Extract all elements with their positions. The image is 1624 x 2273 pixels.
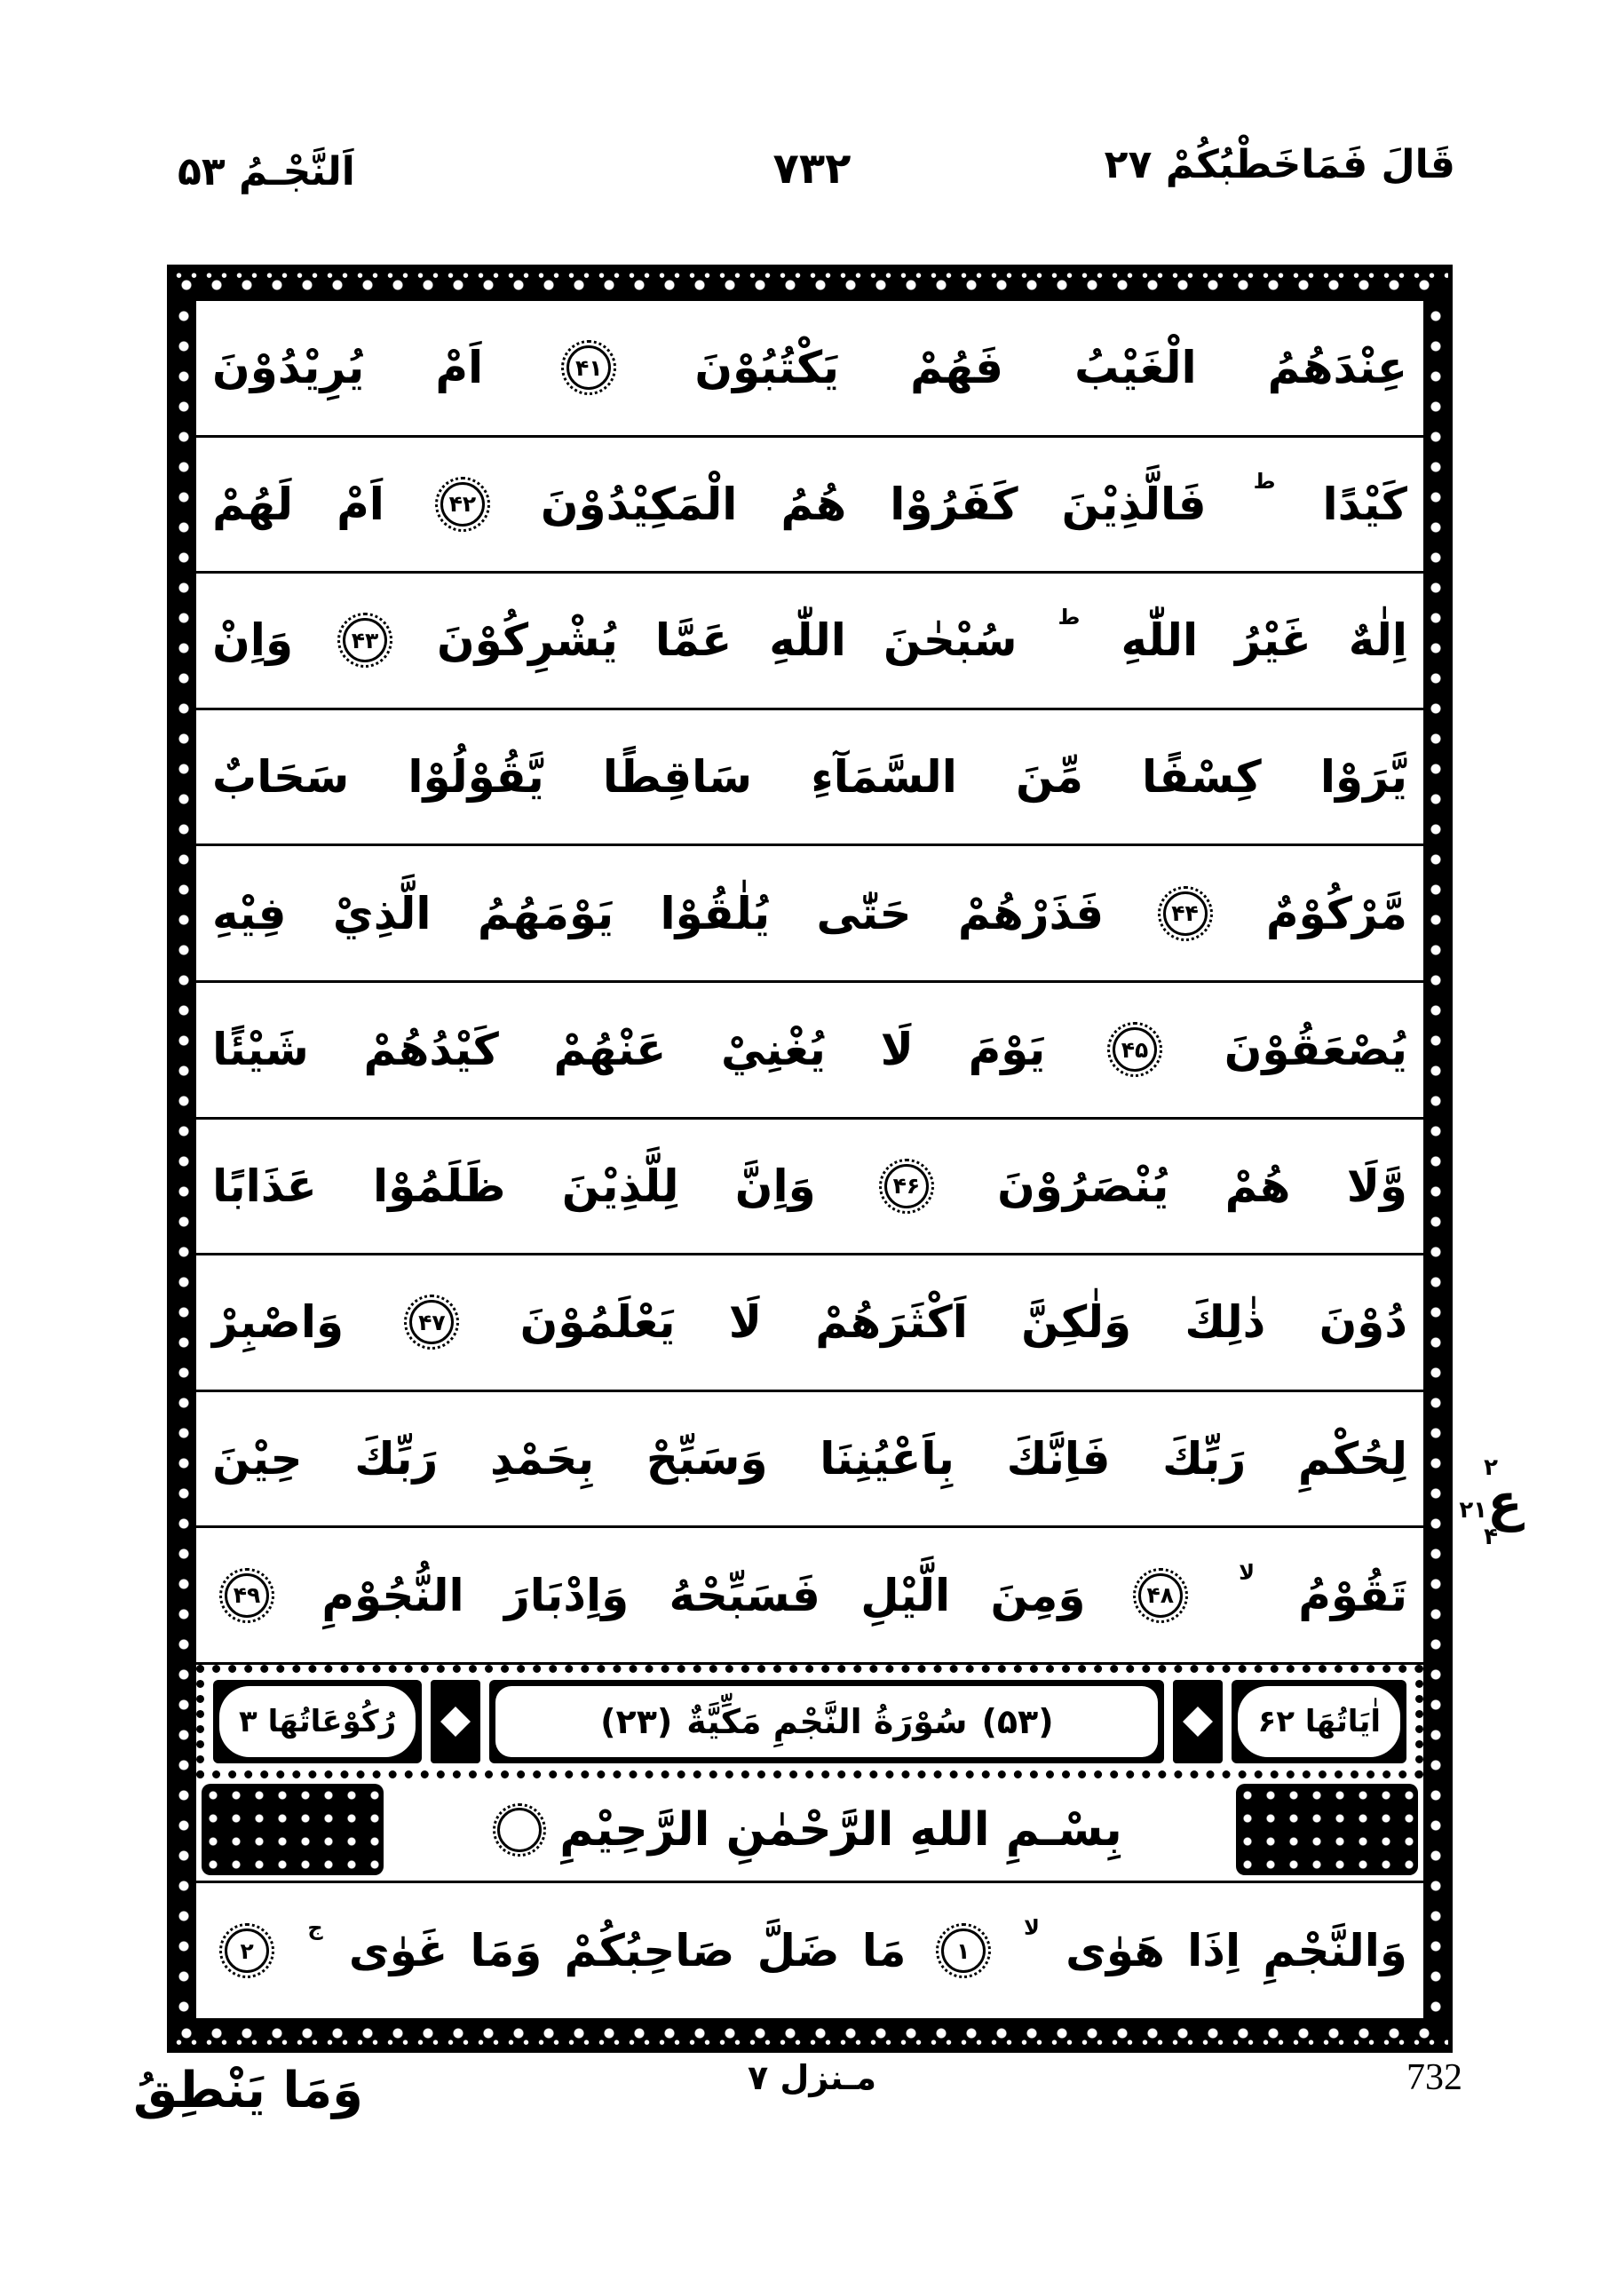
word: كَفَرُوْا bbox=[890, 478, 1018, 530]
word: لِلَّذِيْنَ bbox=[561, 1160, 679, 1212]
ayat-count-cartouche bbox=[1232, 1680, 1406, 1763]
word: اللّٰهِ bbox=[1121, 614, 1199, 667]
word: لَا bbox=[880, 1024, 914, 1076]
manzil-label: مـنزل ۷ bbox=[747, 2058, 877, 2097]
bismillah-corner-ornament bbox=[1236, 1784, 1418, 1875]
word: الَّيْلِ bbox=[860, 1569, 951, 1621]
bismillah-text: بِسْـمِ اللهِ الرَّحْمٰنِ الرَّحِيْمِ bbox=[559, 1802, 1122, 1857]
word: دُوْنَ bbox=[1319, 1296, 1407, 1349]
word: عَذَابًا bbox=[212, 1160, 317, 1212]
word: وَاِدْبَارَ bbox=[503, 1569, 630, 1621]
word: كَيْدًا bbox=[1322, 478, 1407, 530]
word: وَّلَا bbox=[1346, 1160, 1407, 1212]
header-surah-name: اَلنَّجْـمُ ۵۳ bbox=[178, 149, 355, 194]
ruku-number-top: ۲ bbox=[1484, 1454, 1498, 1481]
word: فَهُمْ bbox=[910, 342, 1004, 394]
band-ornament-icon bbox=[431, 1680, 480, 1763]
word: سَحَابٌ bbox=[212, 751, 350, 804]
word: السَّمَآءِ bbox=[811, 751, 957, 804]
word: تَقُوْمُ bbox=[1298, 1569, 1407, 1621]
rosette-icon bbox=[497, 1808, 542, 1852]
word: كَيْدُهُمْ bbox=[363, 1024, 499, 1076]
verse-lines bbox=[196, 301, 1423, 1665]
word: الْغَيْبُ bbox=[1074, 342, 1197, 394]
quran-line bbox=[196, 301, 1423, 438]
rukuat-label: رُكُوْعَاتُهَا ۳ bbox=[239, 1704, 397, 1739]
opening-verses bbox=[196, 1883, 1423, 2018]
word: الْمَكِيْدُوْنَ bbox=[540, 478, 738, 530]
ayah-number-rosette: ۴۵ bbox=[1113, 1027, 1157, 1072]
surah-number: (۵۳) bbox=[981, 1702, 1054, 1741]
word: وَاِنْ bbox=[212, 614, 294, 667]
word: اَمْ bbox=[435, 342, 484, 394]
surah-header-band bbox=[196, 1665, 1423, 1778]
word: لَا bbox=[728, 1296, 763, 1349]
ayah-number-rosette: ۴۱ bbox=[566, 345, 611, 390]
ayah-number-rosette: ۴۴ bbox=[1163, 891, 1208, 936]
word: مَا bbox=[861, 1925, 907, 1976]
word: وَلٰكِنَّ bbox=[1021, 1296, 1132, 1349]
word: اَكْثَرَهُمْ bbox=[815, 1296, 968, 1349]
quran-line bbox=[196, 846, 1423, 983]
stop-mark: ط bbox=[1058, 605, 1081, 630]
word: بِاَعْيُنِنَا bbox=[820, 1433, 955, 1485]
band-ornament-icon bbox=[1173, 1680, 1223, 1763]
word: غَيْرُ bbox=[1235, 614, 1311, 667]
word: يُنْصَرُوْنَ bbox=[997, 1160, 1169, 1212]
quran-line bbox=[196, 1255, 1423, 1392]
word: اِلٰهٌ bbox=[1348, 614, 1407, 667]
quran-line bbox=[196, 574, 1423, 710]
word: يَوْمَهُمُ bbox=[477, 887, 614, 939]
word: لَهُمْ bbox=[212, 478, 294, 530]
quran-line bbox=[196, 1883, 1423, 2018]
word: مِّنَ bbox=[1015, 751, 1083, 804]
frame-ornament-top bbox=[171, 269, 1448, 301]
word: وَمَا bbox=[470, 1925, 543, 1976]
ayah-number-rosette: ۲ bbox=[225, 1928, 269, 1973]
stop-mark: ط bbox=[1253, 468, 1276, 494]
quran-line bbox=[196, 1120, 1423, 1256]
rukuat-cartouche bbox=[213, 1680, 422, 1763]
ruku-number-bottom: ۴ bbox=[1484, 1524, 1498, 1551]
word: حَتّٰى bbox=[816, 887, 912, 939]
word: بِحَمْدِ bbox=[489, 1433, 595, 1485]
ayat-count-label: اٰيَاتُهَا ۶۲ bbox=[1257, 1704, 1381, 1739]
bismillah-band bbox=[196, 1778, 1423, 1883]
word: وَاِنَّ bbox=[734, 1160, 816, 1212]
word: عَنْهُمْ bbox=[553, 1024, 667, 1076]
word: فَالَّذِيْنَ bbox=[1061, 478, 1207, 530]
quran-line bbox=[196, 983, 1423, 1120]
word: هُمُ bbox=[780, 478, 847, 530]
ain-icon: ع bbox=[1487, 1472, 1523, 1532]
word: ضَلَّ bbox=[757, 1925, 840, 1976]
word: النُّجُوْمِ bbox=[321, 1569, 464, 1621]
word: يَّقُوْلُوْا bbox=[408, 751, 544, 804]
revelation-order: (۲۳) bbox=[600, 1702, 673, 1741]
word: وَاصْبِرْ bbox=[212, 1296, 345, 1349]
word: يَكْتُبُوْنَ bbox=[694, 342, 840, 394]
ayah-number-rosette: ۱ bbox=[941, 1928, 986, 1973]
header-page-number-arabic: ۷۳۲ bbox=[772, 144, 852, 194]
word: لِحُكْمِ bbox=[1297, 1433, 1407, 1485]
word: يُرِيْدُوْنَ bbox=[212, 342, 365, 394]
word: عِنْدَهُمُ bbox=[1267, 342, 1407, 394]
ayah-number-rosette: ۴۳ bbox=[343, 618, 387, 662]
text-frame bbox=[167, 265, 1453, 2053]
word: فِيْهِ bbox=[212, 887, 287, 939]
quran-line bbox=[196, 438, 1423, 574]
stop-mark: لا bbox=[1023, 1915, 1040, 1940]
word: يُلٰقُوْا bbox=[660, 887, 771, 939]
word: حِيْنَ bbox=[212, 1433, 303, 1485]
word: يَعْلَمُوْنَ bbox=[519, 1296, 676, 1349]
bismillah-center bbox=[389, 1778, 1231, 1881]
word: هَوٰى bbox=[1066, 1925, 1165, 1976]
ruku-ain-row bbox=[1459, 1472, 1523, 1532]
quran-line bbox=[196, 710, 1423, 847]
word: فَاِنَّكَ bbox=[1006, 1433, 1111, 1485]
word: يُغْنِيْ bbox=[720, 1024, 826, 1076]
catchword: وَمَا يَنْطِقُ bbox=[133, 2062, 363, 2119]
word: هُمْ bbox=[1224, 1160, 1291, 1212]
ayah-number-rosette: ۴۲ bbox=[440, 482, 485, 527]
ayah-number-rosette: ۴۹ bbox=[225, 1573, 269, 1618]
header-juz-name: قَالَ فَمَاخَطْبُكُمْ ۲۷ bbox=[1104, 142, 1455, 187]
stop-mark: لا bbox=[1239, 1559, 1255, 1585]
word: سَاقِطًا bbox=[602, 751, 753, 804]
word: صَاحِبُكُمْ bbox=[564, 1925, 735, 1976]
word: يَّرَوْا bbox=[1319, 751, 1407, 804]
word: وَسَبِّحْ bbox=[646, 1433, 768, 1485]
word: رَبِّكَ bbox=[354, 1433, 439, 1485]
ayah-number-rosette: ۴۶ bbox=[884, 1164, 929, 1208]
word: الَّذِيْ bbox=[332, 887, 432, 939]
ruku-margin-marker bbox=[1458, 1454, 1524, 1551]
frame-ornament-left bbox=[171, 301, 196, 2018]
page-number: 732 bbox=[1406, 2057, 1462, 2098]
word: اللّٰهِ bbox=[769, 614, 846, 667]
surah-title-cartouche bbox=[489, 1680, 1164, 1763]
word: يُشْرِكُوْنَ bbox=[437, 614, 618, 667]
frame-ornament-bottom bbox=[171, 2018, 1448, 2048]
word: وَمِنَ bbox=[990, 1569, 1086, 1621]
ayah-number-rosette: ۴۷ bbox=[409, 1300, 454, 1344]
word: اِذَا bbox=[1187, 1925, 1241, 1976]
word: مَّرْكُوْمٌ bbox=[1265, 887, 1407, 939]
word: غَوٰى bbox=[348, 1925, 448, 1976]
word: فَذَرْهُمْ bbox=[957, 887, 1105, 939]
word: كِسْفًا bbox=[1142, 751, 1262, 804]
word: وَالنَّجْمِ bbox=[1263, 1925, 1407, 1976]
word: يُصْعَقُوْنَ bbox=[1224, 1024, 1407, 1076]
stop-mark: ج bbox=[307, 1915, 323, 1940]
word: رَبِّكَ bbox=[1162, 1433, 1247, 1485]
word: عَمَّا bbox=[654, 614, 733, 667]
frame-ornament-right bbox=[1423, 301, 1448, 2018]
word: اَمْ bbox=[337, 478, 384, 530]
word: ظَلَمُوْا bbox=[373, 1160, 506, 1212]
ruku-ayah-count: ۲۱ bbox=[1459, 1497, 1488, 1525]
bismillah-corner-ornament bbox=[202, 1784, 384, 1875]
word: شَيْئًا bbox=[212, 1024, 309, 1076]
quran-line bbox=[196, 1392, 1423, 1529]
word: فَسَبِّحْهُ bbox=[669, 1569, 820, 1621]
surah-title: سُوْرَةُ النَّجْمِ مَكِّيَّةٌ bbox=[686, 1702, 968, 1741]
frame-content bbox=[196, 301, 1423, 2018]
word: يَوْمَ bbox=[968, 1024, 1046, 1076]
word: ذٰلِكَ bbox=[1184, 1296, 1266, 1349]
word: سُبْحٰنَ bbox=[883, 614, 1018, 667]
ayah-number-rosette: ۴۸ bbox=[1138, 1573, 1183, 1618]
quran-line bbox=[196, 1528, 1423, 1665]
